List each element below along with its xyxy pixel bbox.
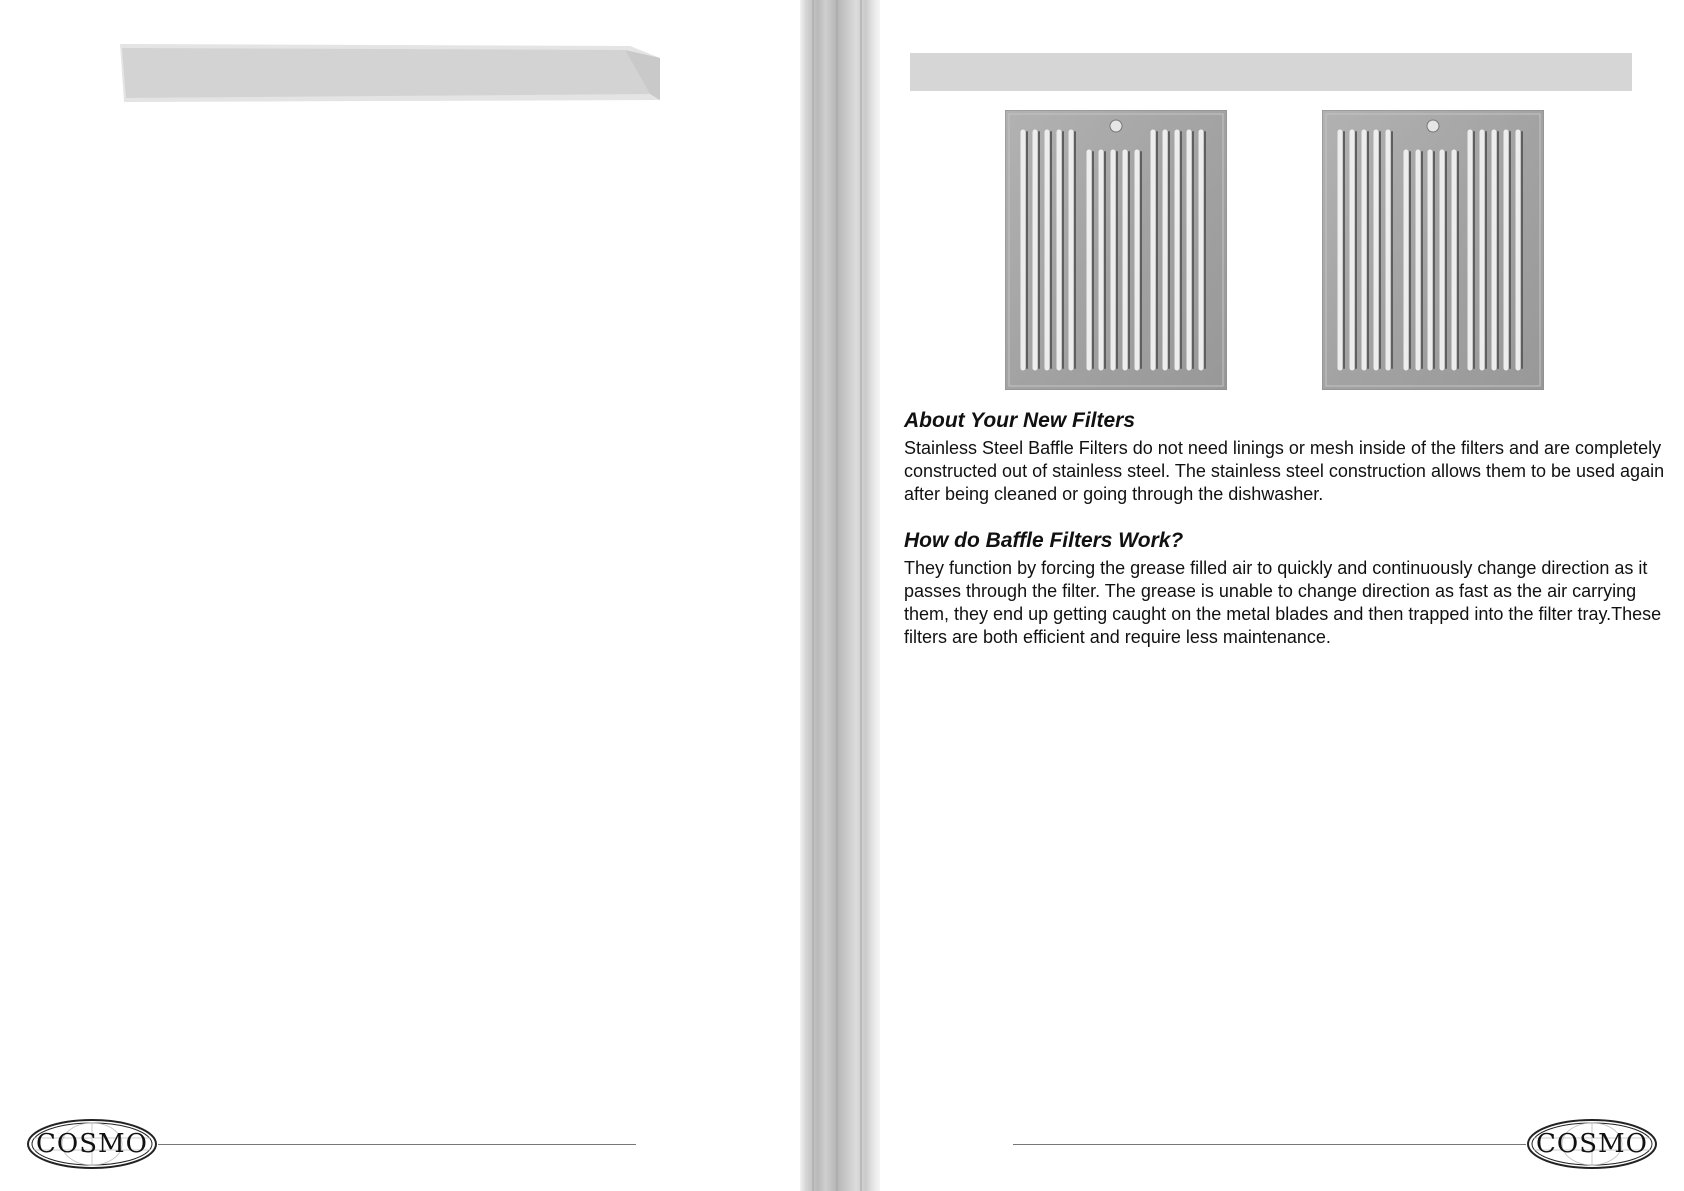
right-page (880, 0, 1684, 1191)
section-body: They function by forcing the grease filled air to quickly and continuously change direction as it passes through the filter. The grease is unable to change direction as fast as the air carrying them, they end up getting caught on the metal blades and then trapped into the filter tray.These filters are both efficient and require less maintenance. (904, 558, 1662, 647)
left-page (0, 0, 800, 1191)
baffle-filter-icon (1322, 110, 1544, 390)
right-footer (1013, 1118, 1658, 1170)
book-spine (800, 0, 880, 1191)
section-heading: How do Baffle Filters Work? (904, 529, 1184, 552)
footer-rule (1013, 1144, 1526, 1145)
cosmo-logo (1526, 1118, 1658, 1170)
cosmo-logo (26, 1118, 158, 1170)
section-body: Stainless Steel Baffle Filters do not need linings or mesh inside of the filters and are completely constructed out of stainless steel. The stainless steel construction allows them to be used again after being cleaned or going through the dishwasher. (904, 438, 1665, 504)
how-filters-work-section (904, 528, 1679, 649)
left-footer (26, 1118, 636, 1170)
footer-rule (158, 1144, 636, 1145)
logo-text: COSMO (36, 1129, 148, 1159)
logo-text: COSMO (1536, 1129, 1648, 1159)
baffle-filter-icon (1005, 110, 1227, 390)
right-header-bar (910, 53, 1632, 91)
about-filters-section (904, 408, 1679, 506)
section-heading: About Your New Filters (904, 409, 1136, 432)
left-header-banner (120, 44, 660, 102)
